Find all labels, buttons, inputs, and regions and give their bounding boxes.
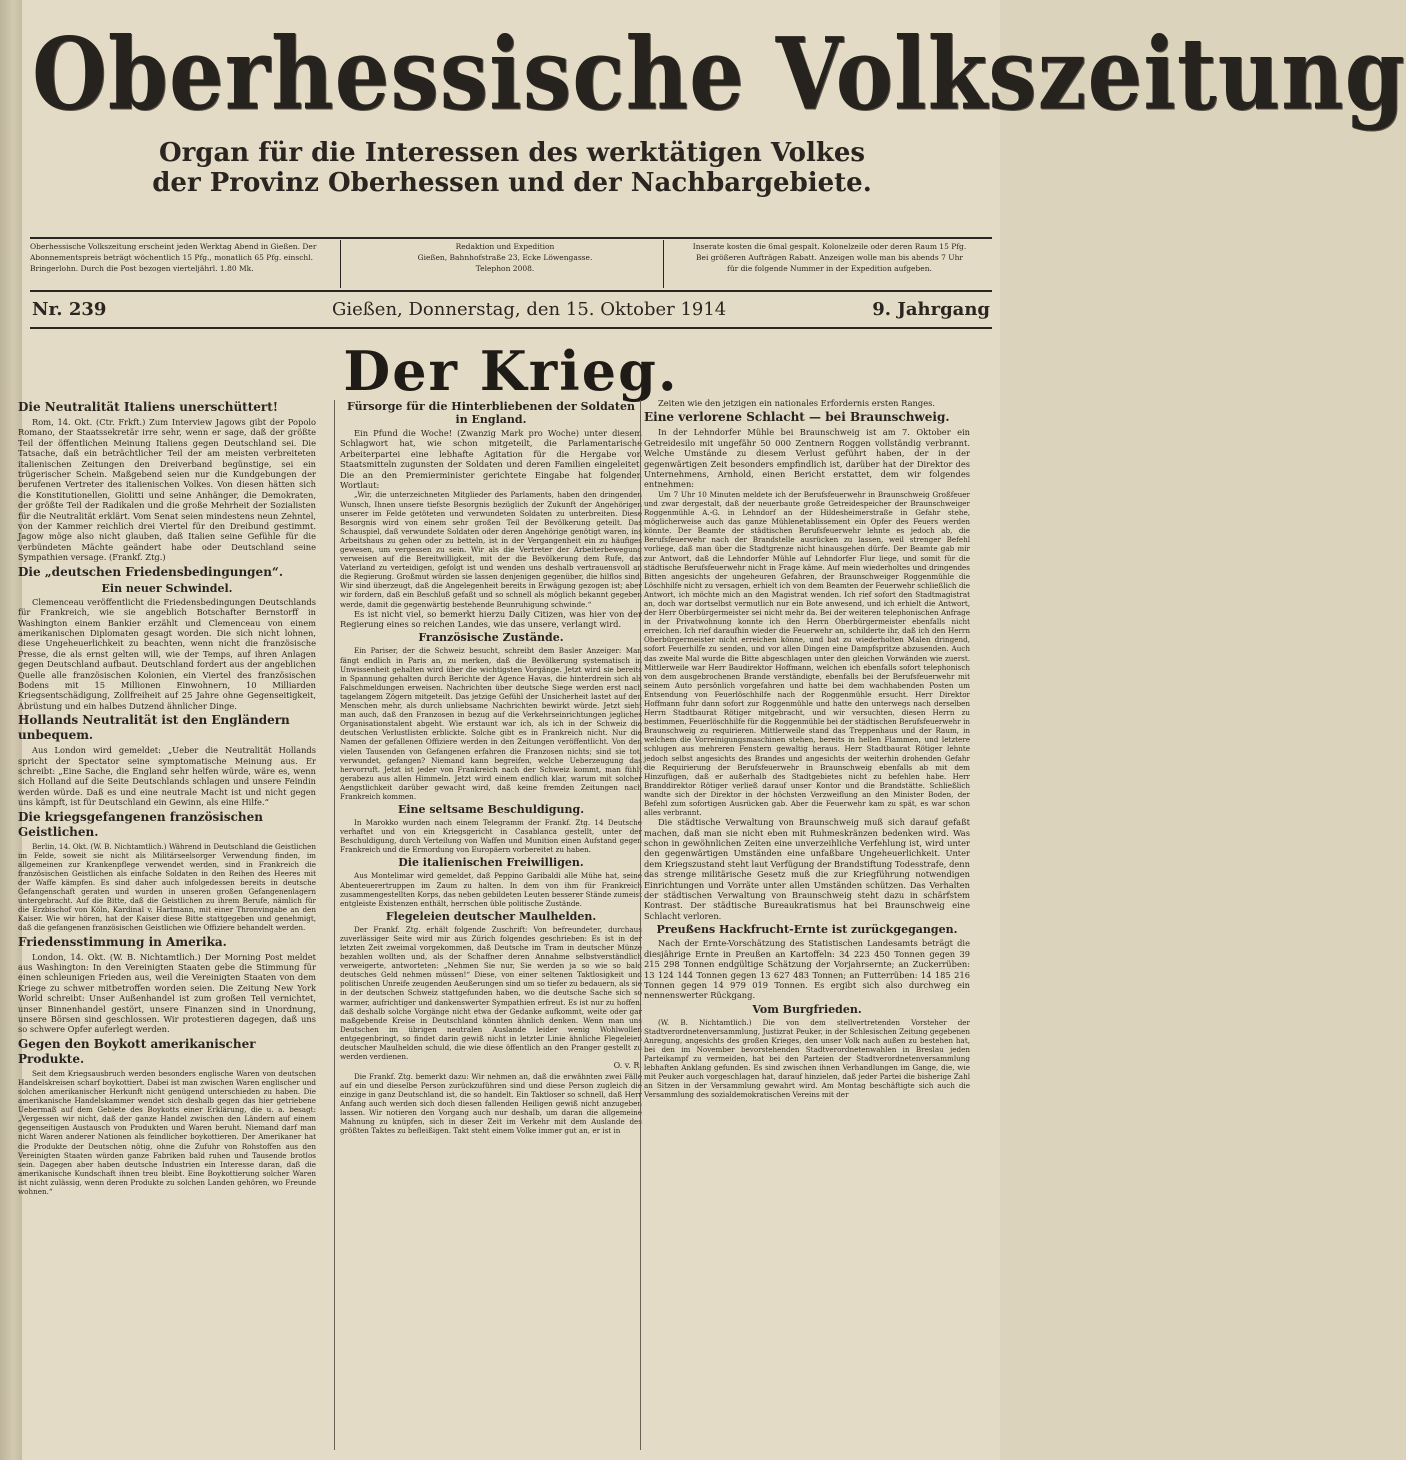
editorial-office-info <box>352 241 658 287</box>
article-headline: Friedensstimmung in Amerika. <box>18 934 227 949</box>
column-divider-right <box>640 400 641 1450</box>
editorial-office-heading: Redaktion und Expedition <box>455 242 555 251</box>
masthead-title: Oberhessische Volkszeitung <box>32 16 1406 133</box>
article-subheadline: Ein neuer Schwindel. <box>101 581 233 595</box>
article-paragraph: Seit dem Kriegsausbruch werden besonders englische Waren von deutschen Handelskreisen scharf boykottiert. Dabei ist man zwischen Waren englischer und solchen amerikanischer Herkunft nicht genügend unterschieden zu haben. Die amerikanische Handelskammer wendet sich deshalb gegen das hier getriebene Uebermaß auf dem Gebiete des Boykotts einer Erklärung, die u. a. besagt: „Vergessen wir nicht, daß der ganze Handel zwischen den Ländern auf einem gegenseitigen Austausch von Produkten und Waren beruht. Niemand darf man nicht Waren anderer Nationen als feindlicher boykottieren. Der Amerikaner hat die Produkte der Deutschen nötig, ohne die Zufuhr von Rohstoffen aus den Vereinigten Staaten würden ganze Fabriken bald ruhen und Tausende brotlos sein. Dagegen aber haben deutsche Industrien ein Interesse daran, daß die amerikanische Kundschaft ihnen treu bleibt. Eine Boykottierung solcher Waren ist nicht zulässig, wenn deren Produkte zu solchen Landen gehören, wo Freunde wohnen.“ <box>18 1068 316 1196</box>
article-paragraph: Aus Montelimar wird gemeldet, daß Peppino Garibaldi alle Mühe hat, seine Abenteuerertruppen im Zaum zu halten. In dem von ihm für Frankreich zusammengestellten Korps, das neben gebildeten Leuten besserer Stände zumeist entgleiste Existenzen enthält, herrschen üble politische Zustände. <box>340 871 642 908</box>
article-subheadline: Die italienischen Freiwilligen. <box>398 856 584 870</box>
advertising-info-line3: für die folgende Nummer in der Expedition aufgeben. <box>727 264 932 273</box>
masthead-subtitle-line1: Organ für die Interessen des werktätigen Volkes <box>158 138 866 168</box>
top-rule <box>30 237 992 239</box>
article-headline: Eine verlorene Schlacht — bei Braunschweig. <box>644 410 950 425</box>
advertising-info-line2: Bei größeren Aufträgen Rabatt. Anzeigen wolle man bis abends 7 Uhr <box>696 253 963 262</box>
article-paragraph: Der Frankf. Ztg. erhält folgende Zuschrift: Von befreundeter, durchaus zuverlässiger Seite wird mir aus Zürich folgendes geschrieben: Es ist in der letzten Zeit zweimal vorgekommen, daß Deutsche im Tram in deutscher Münze bezahlen wollten und, als der Schaffner deren Annahme selbstverständlich verweigerte, antworteten: „Nehmen Sie nur, Sie werden ja so wie so bald deutsches Geld nehmen müssen!“ Diese, von einer seltenen Taktlosigkeit und politischen Unreife zeugenden Aeußerungen sind um so tiefer zu bedauern, als sie in der deutschen Schweiz stattgefunden haben, wo die deutsche Sache sich so warmer, aufrichtiger und dankenswerter Sympathien erfreut. Es ist nur zu hoffen, daß deshalb solche Vorgänge nicht etwa der Gedanke aufkommt, weite oder gar maßgebende Kreise in Deutschland könnten ähnlich denken. Wenn man uns Deutschen im übrigen neutralen Auslande leider wenig Wohlwollen entgegenbringt, so findet darin gewiß nicht in letzter Linie ähnliche Flegeleien deutscher Maulhelden schuld, die wie diese öffentlich an den Pranger gestellt zu werden verdienen. <box>340 924 642 1062</box>
article-headline: Hollands Neutralität ist den Engländern unbequem. <box>18 713 290 743</box>
article-subheadline: Preußens Hackfrucht-Ernte ist zurückgegangen. <box>656 923 958 937</box>
article-headline: Gegen den Boykott amerikanischer Produkte. <box>18 1036 256 1066</box>
info-bottom-rule <box>30 290 992 292</box>
column-left <box>18 398 316 1453</box>
issue-number: Nr. 239 <box>32 299 107 320</box>
info-separator-left <box>340 240 341 288</box>
subscription-info: Oberhessische Volkszeitung erscheint jeden Werktag Abend in Gießen. Der Abonnementspreis beträgt wöchentlich 15 Pfg., monatlich 65 Pfg. einschl. Bringerlohn. Durch die Post bezogen vierteljährl. 1.80 Mk. <box>30 242 317 273</box>
advertising-info-line1: Inserate kosten die 6mal gespalt. Kolonelzeile oder deren Raum 15 Pfg. <box>692 242 967 251</box>
article-paragraph: London, 14. Okt. (W. B. Nichtamtlich.) Der Morning Post meldet aus Washington: In den Vereinigten Staaten gebe die Stimmung für einen schleunigen Frieden aus, weil die Vereinigten Staaten von dem Kriege zu schwer mitbetroffen worden seien. Die Zeitung New York World schreibt: Unser Außenhandel ist zum großen Teil vernichtet, unser Binnenhandel gestört, unsere Finanzen sind in Unordnung, unsere Börsen sind geschlossen. Wir protestieren dagegen, daß uns so schwere Opfer auferlegt werden. <box>18 951 316 1035</box>
main-headline: Der Krieg. <box>343 339 679 403</box>
editorial-office-address: Gießen, Bahnhofstraße 23, Ecke Löwengasse. <box>417 253 593 262</box>
info-separator-right <box>663 240 664 288</box>
article-subheadline: Flegeleien deutscher Maulhelden. <box>385 909 597 923</box>
article-paragraph: Nach der Ernte-Vorschätzung des Statistischen Landesamts beträgt die diesjährige Ernte in Preußen an Kartoffeln: 34 223 450 Tonnen gegen 39 215 298 Tonnen endgültige Schätzung der Vorjahrsernte; an Zuckerrüben: 13 124 144 Tonnen gegen 13 627 483 Tonnen; an Futterrüben: 14 185 216 Tonnen gegen 14 979 019 Tonnen. Es ergibt sich also durchweg ein nennenswerter Rückgang. <box>644 938 970 1001</box>
column-middle <box>340 398 642 1453</box>
article-subheadline: Fürsorge für die Hinterbliebenen der Soldaten in England. <box>347 400 635 426</box>
issue-volume: 9. Jahrgang <box>872 299 990 320</box>
article-paragraph: Die Frankf. Ztg. bemerkt dazu: Wir nehmen an, daß die erwähnten zwei Fälle auf ein und dieselbe Person zurückzuführen sind und diese Person zugleich die einzige in ganz Deutschland ist, die so handelt. Ein Taktloser so schnell, daß Herr Anfang auch werden sich doch diesen fallenden Heiligen gewiß nicht anzugeben lassen. Wir notieren den Vorgang auch nur deshalb, um daran die allgemeine Mahnung zu knüpfen, sich in dieser Zeit im Verkehr mit dem Auslande des größten Taktes zu befleißigen. Takt steht einem Volke immer gut an, er ist in <box>340 1071 642 1136</box>
dateline-bottom-rule <box>30 327 992 329</box>
article-paragraph: Clemenceau veröffentlicht die Friedensbedingungen Deutschlands für Frankreich, wie sie angeblich Botschafter Bernstorff in Washington einem Bankier erzählt und Clemenceau von einem amerikanischen Diplomaten gesagt worden. Die sich nicht lohnen, diese Ungeheuerlichkeit zu beachten, wenn nicht die französische Presse, die als ernst gelten will, wie der Temps, auf ihren Anlagen gegen Deutschland aufbaut. Deutschland fordert aus der angeblichen Quelle alle französischen Kolonien, ein Viertel des französischen Bodens mit 15 Millionen Einwohnern, 10 Milliarden Kriegsentschädigung, Zollfreiheit auf 25 Jahre ohne Gegenseitigkeit, Abrüstung und ein halbes Dutzend ähnlicher Dinge. <box>18 596 316 711</box>
column-divider-left <box>334 400 335 1450</box>
article-paragraph: Die städtische Verwaltung von Braunschweig muß sich darauf gefaßt machen, daß man sie nicht eben mit Ruhmeskränzen bedenken wird. Was schon in gewöhnlichen Zeiten eine unverzeihliche Verfehlung ist, wird unter den gegenwärtigen Umständen eine unfaßbare Ungeheuerlichkeit. Unter dem Kriegszustand steht laut Verfügung der Brandstiftung Todesstrafe, denn das strenge militärische Gesetz muß die zur Kriegführung notwendigen Einrichtungen und Vorräte unter allen Umständen schützen. Das Verhalten der städtischen Verwaltung von Braunschweig steht dazu in schärfstem Kontrast. Der städtische Bureaukratismus hat bei Braunschweig eine Schlacht verloren. <box>644 817 970 921</box>
article-headline: Die kriegsgefangenen französischen Geistlichen. <box>18 809 263 839</box>
masthead <box>32 16 1406 198</box>
article-subheadline: Eine seltsame Beschuldigung. <box>397 803 585 817</box>
article-paragraph: In der Lehndorfer Mühle bei Braunschweig ist am 7. Oktober ein Getreidesilo mit ungefähr 50 000 Zentnern Roggen vollständig verbrannt. Welche Umstände zu diesem Verlust geführt haben, der in der gegenwärtigen Zeit besonders empfindlich ist, darüber hat der Direktor des Unternehmens, Arnhold, einen Bericht erstattet, dem wir folgendes entnehmen: <box>644 427 970 490</box>
article-paragraph: (W. B. Nichtamtlich.) Die von dem stellvertretenden Vorsteher der Stadtverordnetenversammlung, Justizrat Peuker, in der Schlesischen Zeitung gegebenen Anregung, angesichts des großen Krieges, den unser Volk nach außen zu bestehen hat, bei den im November bevorstehenden Stadtverordnetenwahlen in Breslau jeden Parteikampf zu vermeiden, hat bei den Parteien der Stadtverordnetenversammlung lebhaften Anklang gefunden. Es sind zwischen ihnen Verhandlungen im Gange, die, wie mit Peuker auch vorgeschlagen hat, darauf hinzielen, daß jeder Partei die bisherige Zahl an Sitzen in der Versammlung gewahrt wird. Am Montag beschäftigte sich auch die Versammlung des sozialdemokratischen Vereins mit der <box>644 1017 970 1100</box>
article-paragraph: Um 7 Uhr 10 Minuten meldete ich der Berufsfeuerwehr in Braunschweig Großfeuer und zwar dergestalt, daß der neuerbaute große Getreidespeicher der Braunschweiger Roggenmühle A.-G. in Lehndorf an der Hildesheimerstraße in Gefahr stehe, möglicherweise auch das ganze Mühlenetablissement ein Opfer des Feuers werden könnte. Der Beamte der städtischen Berufsfeuerwehr lehnte es jedoch ab, die Berufsfeuerwehr nach der Brandstelle ausrücken zu lassen, weil strenger Befehl vorliege, daß man über die Stadtgrenze nicht hinausgehen dürfe. Der Beamte gab mir zur Antwort, daß die Lehndorfer Mühle auf Lehndorfer Flur liege, und somit für die städtische Berufsfeuerwehr nicht in Frage käme. Auf mein wiederholtes und dringendes Bitten angesichts der ungeheuren Gefahren, der Braunschweiger Roggenmühle die Löschhilfe nicht zu versagen, erhielt ich von dem Beamten der Feuerwehr schließlich die Antwort, ich möchte mich an den Magistrat wenden. Ich rief sofort den Stadtmagistrat an, doch war dortselbst vermutlich nur ein Bote anwesend, und ich erhielt die Antwort, der Herr Oberbürgermeister sei nicht mehr da. Bei der weiteren telephonischen Anfrage in der Privatwohnung konnte ich den Herrn Oberbürgermeister ebenfalls nicht erreichen. Ich rief daraufhin wieder die Feuerwehr an, schilderte ihr, daß ich den Herrn Oberbürgermeister nicht erreichen könne, und bat zu wiederholten Malen dringend, sofort Feuerhilfe zu senden, und vor allen Dingen eine Dampfspritze abzusenden. Auch das zweite Mal wurde die Bitte abgeschlagen unter den gleichen Vorwänden wie zuerst. Mittlerweile war Herr Baudirektor Hoffmann, welchen ich ebenfalls sofort telephonisch von dem ausgebrochenen Brande verständigte, ebenfalls bei der Berufsfeuerwehr mit seinem Auto persönlich vorgefahren und hatte bei dem wachhabenden Posten um Entsendung von Feuerlöschhilfe nach der Roggenmühle ersucht. Herr Direktor Hoffmann fuhr dann sofort zur Roggenmühle und hatte den unterwegs nach derselben Herrn Stadtbaurat Rötiger mitgebracht, und wir versuchten, diesen Herrn zu bestimmen, Feuerlöschhilfe für die Roggenmühle bei der städtischen Berufsfeuerwehr in Braunschweig zu requirieren. Mittlerweile stand das Treppenhaus und der Raum, in welchem die Vorreinigungsmaschinen stehen, bereits in hellen Flammen, und letztere schlugen aus mehreren Fenstern gewaltig heraus. Herr Stadtbaurat Rötiger lehnte jedoch selbst angesichts des Brandes und angesichts der weiterhin drohenden Gefahr die Requirierung der Berufsfeuerwehr in Braunschweig ebenfalls ab mit dem Hinzufügen, daß er außerhalb des Stadtgebietes nicht zu befehlen habe. Herr Branddirektor Rötiger verließ darauf unser Kontor und die Brandstätte. Schließlich wandte sich der Direktor in der höchsten Verzweiflung an den Minister Boden, der Befehl zum sofortigen Ausrücken gab. Aber die Feuerwehr kam zu spät, es war schon alles verbrannt. <box>644 489 970 818</box>
article-paragraph: Ein Pfund die Woche! (Zwanzig Mark pro Woche) unter diesem Schlagwort hat, wie schon mitgeteilt, die Parlamentarische Arbeiterpartei eine lebhafte Agitation für die Hergabe von Staatsmitteln zugunsten der Soldaten und deren Familien eingeleitet. Die an den Premierminister gerichtete Eingabe hat folgenden Wortlaut: <box>340 428 642 491</box>
article-subheadline: Französische Zustände. <box>418 631 564 645</box>
article-paragraph: Berlin, 14. Okt. (W. B. Nichtamtlich.) Während in Deutschland die Geistlichen im Felde, soweit sie nicht als Militärseelsorger Verwendung finden, im allgemeinen zur Krankenpflege verwendet werden, sind in Frankreich die französischen Geistlichen als einfache Soldaten in den Reihen des Heeres mit der Waffe kämpfen. Es sind daher auch infolgedessen bereits in deutsche Gefangenschaft geraten und wurden in unseren großen Gefangenenlagern untergebracht. Auf die Bitte, daß die Geistlichen zu ihrem Berufe, nämlich für die Erzbischof von Köln, Kardinal v. Hartmann, mit einer Thronvingabe an den Kaiser. Wie wir hören, hat der Kaiser diese Bitte stattgegeben und genehmigt, daß die gefangenen französischen Geistlichen wie Offiziere behandelt werden. <box>18 841 316 933</box>
article-signature: O. v. R. <box>613 1061 642 1071</box>
advertising-info <box>667 241 992 287</box>
issue-date: Gießen, Donnerstag, den 15. Oktober 1914 <box>332 299 727 320</box>
article-paragraph: Aus London wird gemeldet: „Ueber die Neutralität Hollands spricht der Spectator seine symptomatische Meinung aus. Er schreibt: „Eine Sache, die England sehr helfen würde, wäre es, wenn sich Holland auf die Seite Deutschlands schlagen und unsere Feindin werden würde. Daß es und eine neutrale Macht ist und nicht gegen uns kämpft, ist für Deutschland ein Gewinn, als eine Hilfe.“ <box>18 745 316 808</box>
article-paragraph: Es ist nicht viel, so bemerkt hierzu Daily Citizen, was hier von der Regierung eines so reichen Landes, wie das unsere, verlangt wird. <box>340 608 642 630</box>
masthead-subtitle-line2: der Provinz Oberhessen und der Nachbargebiete. <box>152 168 872 198</box>
article-paragraph: „Wir, die unterzeichneten Mitglieder des Parlaments, haben den dringenden Wunsch, Ihnen unsere tiefste Besorgnis bezüglich der Zukunft der Angehörigen unserer im Felde getöteten und verwundeten Soldaten zu unterbreiten. Diese Besorgnis wird von einem sehr großen Teil der Bevölkerung geteilt. Das Schauspiel, daß verwundete Soldaten oder deren Angehörige genötigt waren, ins Arbeitshaus zu gehen oder zu betteln, ist in der Vergangenheit ein zu häufiges gewesen, um vergessen zu sein. Wir als die Vertreter der Arbeiterbewegung verweisen auf die Bereitwilligkeit, mit der die Bevölkerung dem Rufe, das Vaterland zu verteidigen, gefolgt ist und wenden uns deshalb vertrauensvoll an die Regierung. Großmut würden sie lassen denjenigen gegenüber, die hilflos sind. Wir sind überzeugt, daß die Angelegenheit bereits in Erwägung gezogen ist; aber wir fordern, daß ein Beschluß gefaßt und so schnell als möglich bekannt gegeben werde, damit die gegenwärtig bestehende Beunruhigung schwinde.“ <box>340 490 642 609</box>
article-subheadline: Vom Burgfrieden. <box>752 1002 862 1016</box>
article-headline: Die Neutralität Italiens unerschüttert! <box>18 400 279 414</box>
article-paragraph: Rom, 14. Okt. (Ctr. Frkft.) Zum Interview Jagows gibt der Popolo Romano, der Staatssekretär irre sehr, wenn er sage, daß der größte Teil der öffentlichen Meinung Italiens gegen Deutschland sei. Die Tatsache, daß ein beträchtlicher Teil der am meisten verbreiteten italienischen Zeitungen den Dreiverband begünstige, sei ein trügerischer Schein. Maßgebend seien nur die Kundgebungen der berufenen Vertreter des italienischen Volkes. Von diesen hätten sich die Konstitutionellen, Giolitti und seine Anhänger, die Demokraten, der größte Teil der Radikalen und die große Mehrheit der Sozialisten für die Neutralität erklärt. Vom Senat seien mindestens neun Zehntel, von der Kammer reichlich drei Viertel für den Dreibund gestimmt. Jagow möge also nicht glauben, daß Italien seine Gefühle für die verbündeten Mächte geändert habe oder Deutschland seine Sympathien versage. (Frankf. Ztg.) <box>18 417 316 563</box>
article-paragraph: Zeiten wie den jetzigen ein nationales Erfordernis ersten Ranges. <box>658 398 936 408</box>
editorial-office-phone: Telephon 2008. <box>475 264 535 273</box>
article-paragraph: In Marokko wurden nach einem Telegramm der Frankf. Ztg. 14 Deutsche verhaftet und von ein Kriegsgericht in Casablanca gestellt, unter der Beschuldigung, durch Verteilung von Waffen und Munition einen Aufstand gegen Frankreich und die Ermordung von Europäern vorbereitet zu haben. <box>340 818 642 855</box>
newspaper-page <box>18 0 1406 1460</box>
article-headline: Die „deutschen Friedensbedingungen“. <box>18 564 283 579</box>
article-paragraph: Ein Pariser, der die Schweiz besucht, schreibt dem Basler Anzeiger: Man fängt endlich in Paris an, zu merken, daß die Bevölkerung systematisch in Unwissenheit gehalten wird über die wichtigsten Vorgänge. Jetzt wird sie bereits in Spannung gehalten durch Berichte der Agence Havas, die hinterdrein sich als Falschmeldungen erweisen. Nachrichten über deutsche Siege werden erst nach tagelangem Zögern mitgeteilt. Das jetzige Gefühl der Unsicherheit lastet auf den Menschen mehr, als durch unliebsame Nachrichten bewirkt würde. Jetzt sieht man auch, daß den Franzosen in bezug auf die Verkehrseinrichtungen jegliches Organisationstalent abgeht. Wie erstaunt war ich, als ich in der Schweiz die deutschen Verlustlisten erblickte. Solche gibt es in Frankreich nicht. Nur die Namen der gefallenen Offiziere werden in den Zeitungen veröffentlicht. Von den vielen Tausenden von Gefangenen erfahren die Franzosen nichts; sind sie tot, verwundet, gefangen? Niemand kann begreifen, welche Ueberzeugung das hervorruft. Jetzt ist jeder von Frankreich nach der Schweiz kommt, man fühlt gerabezu aus allen Himmeln. Jetzt wird einem endlich klar, warum mit solcher Aengstlichkeit darüber gewacht wird, daß keine fremden Zeitungen nach Frankreich kommen. <box>340 646 642 801</box>
dateline <box>32 296 990 324</box>
column-right <box>644 398 970 1453</box>
